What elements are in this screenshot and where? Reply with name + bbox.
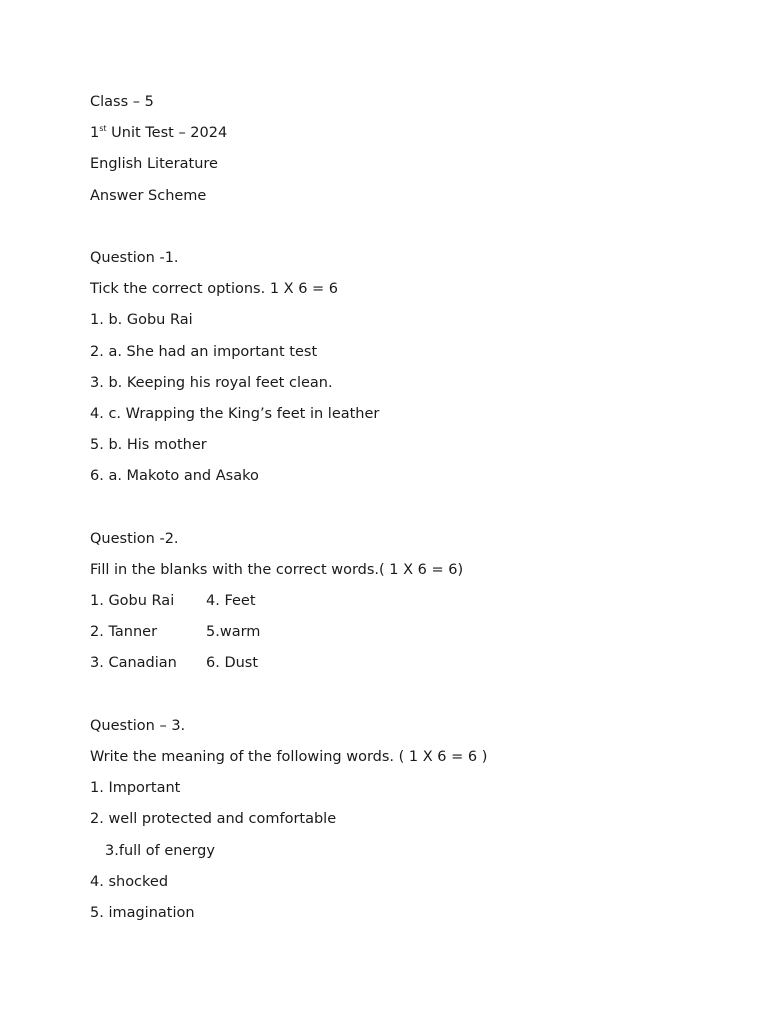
- question-3-heading: Question – 3.: [90, 717, 186, 734]
- question-2-instruction: Fill in the blanks with the correct words.( 1 X 6 = 6): [90, 561, 464, 578]
- q1-answer: 3. b. Keeping his royal feet clean.: [90, 374, 333, 391]
- q2-answer-row: [90, 653, 730, 684]
- q2-answer-right: 4. Feet: [206, 593, 256, 609]
- test-ordinal-suffix: st: [99, 124, 107, 134]
- q1-answer: 1. b. Gobu Rai: [90, 312, 193, 329]
- q1-answer: 6. a. Makoto and Asako: [90, 468, 259, 485]
- question-1-instruction: Tick the correct options. 1 X 6 = 6: [90, 281, 339, 298]
- q1-answer: 4. c. Wrapping the King’s feet in leather: [90, 405, 380, 422]
- q2-answer-left: 2. Tanner: [90, 624, 158, 641]
- spacer: [90, 497, 730, 528]
- q1-answer: 5. b. His mother: [90, 437, 207, 454]
- q3-answer: 1. Important: [90, 780, 181, 797]
- class-line: Class – 5: [90, 94, 154, 110]
- q1-answer: 2. a. She had an important test: [90, 343, 318, 360]
- test-title-line: [90, 123, 730, 154]
- spacer: [90, 217, 730, 248]
- q2-answer-left: 1. Gobu Rai: [90, 593, 175, 609]
- q2-answer-left: 3. Canadian: [90, 655, 177, 672]
- q2-answer-row: [90, 622, 730, 653]
- q2-answer-row: [90, 591, 730, 622]
- scheme-line: Answer Scheme: [90, 187, 207, 204]
- q3-answer: 2. well protected and comfortable: [90, 811, 337, 828]
- question-3-instruction: Write the meaning of the following words. ( 1 X 6 = 6 ): [90, 748, 488, 765]
- test-number: 1: [90, 125, 100, 142]
- q3-answer: 4. shocked: [90, 873, 169, 890]
- answer-scheme-document: [90, 92, 730, 934]
- test-title-text: Unit Test – 2024: [106, 125, 228, 142]
- q2-answer-right: 5.warm: [206, 624, 261, 641]
- question-2-heading: Question -2.: [90, 530, 179, 547]
- spacer: [90, 685, 730, 716]
- q3-answer: 5. imagination: [90, 904, 195, 921]
- question-1-heading: Question -1.: [90, 249, 179, 266]
- subject-line: English Literature: [90, 156, 218, 173]
- q2-answer-right: 6. Dust: [206, 655, 259, 672]
- q3-answer: 3.full of energy: [105, 842, 215, 859]
